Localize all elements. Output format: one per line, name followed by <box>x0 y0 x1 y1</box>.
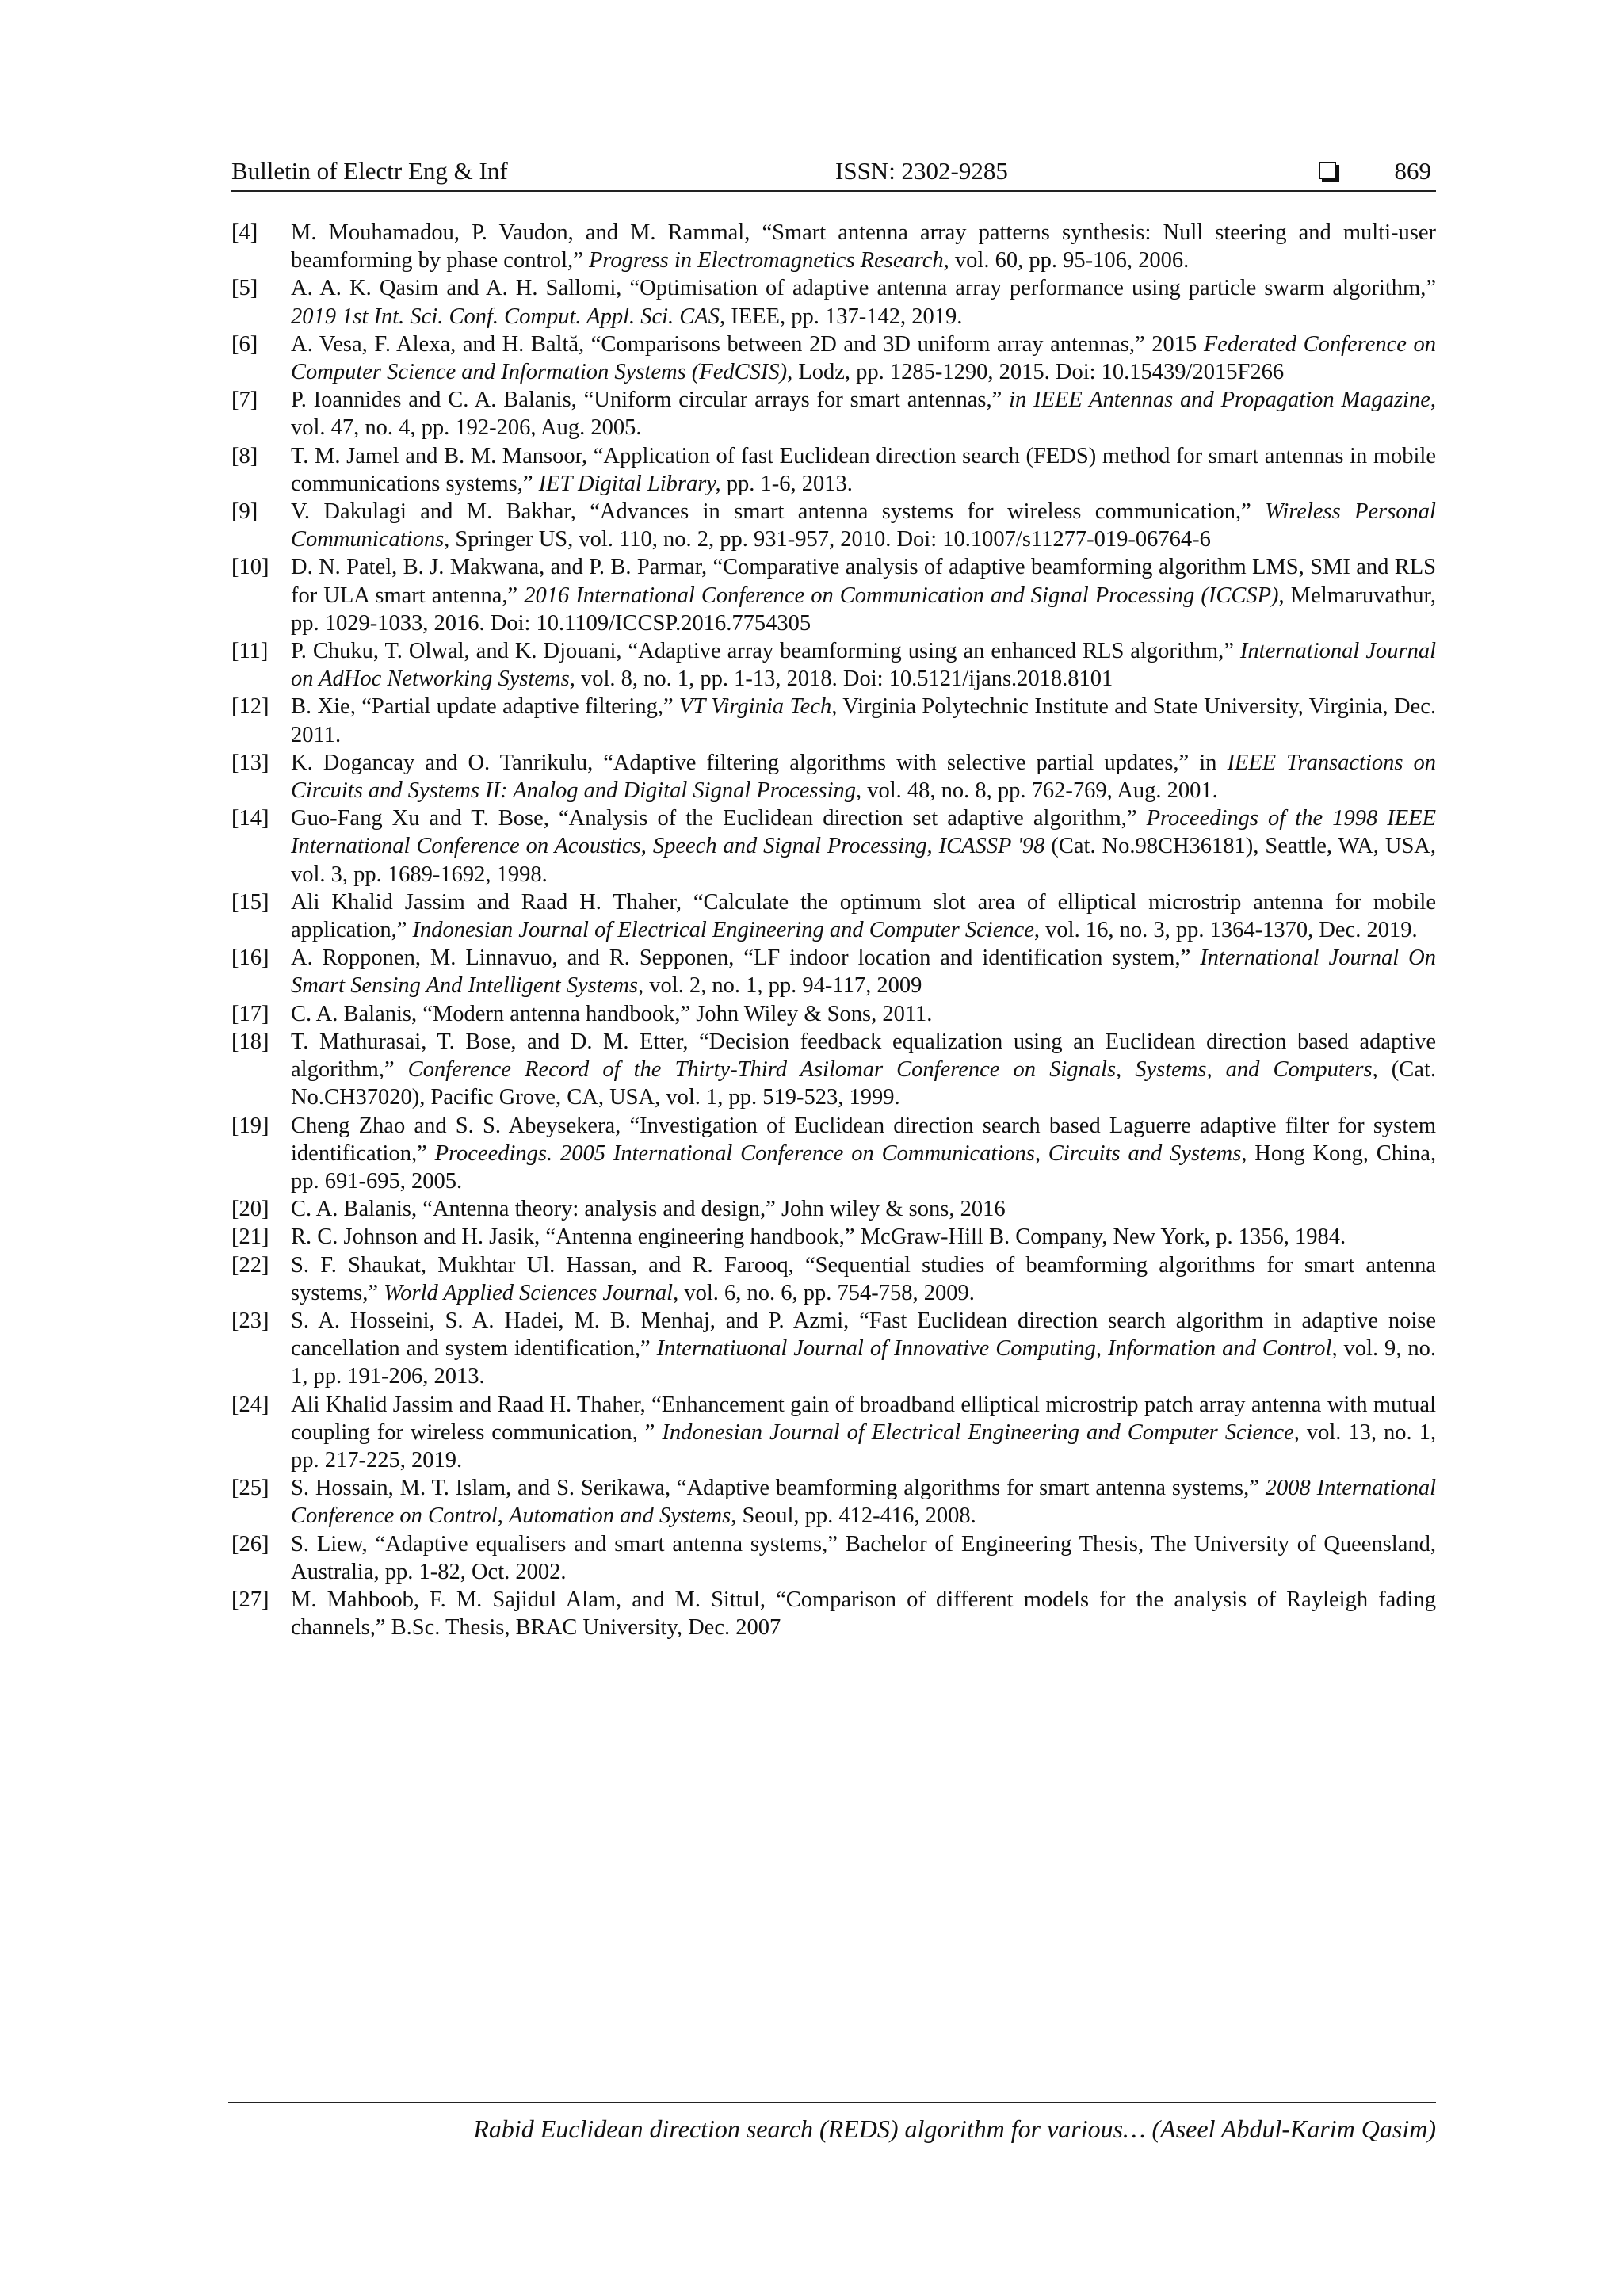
reference-item <box>231 1474 1436 1530</box>
reference-source-italic: Wireless Personal Communications <box>291 499 1436 552</box>
reference-item <box>231 749 1436 804</box>
reference-number: [24] <box>231 1392 269 1417</box>
issn: ISSN: 2302-9285 <box>835 157 1008 185</box>
reference-number: [18] <box>231 1029 269 1054</box>
reference-number: [23] <box>231 1308 269 1333</box>
reference-text-segment: , vol. 60, pp. 95-106, 2006. <box>943 248 1190 273</box>
reference-text-segment: Cheng Zhao and S. S. Abeysekera, “Investigation of Euclidean direction search based Laguerre adaptive filter for system identification,” <box>291 1113 1436 1166</box>
reference-source-italic: 2008 International Conference on Control <box>291 1476 1437 1529</box>
reference-text-segment: , Virginia Polytechnic Institute and State University, Virginia, Dec. 2011. <box>291 694 1436 747</box>
reference-source-italic: Proceedings of the 1998 IEEE International Conference on Acoustics <box>291 806 1436 859</box>
reference-text-segment: B. Xie, “Partial update adaptive filtering,” <box>291 694 680 720</box>
reference-text <box>291 1391 1436 1475</box>
reference-source-italic: International Journal on AdHoc Networking Systems, <box>291 639 1436 692</box>
reference-source-italic: World Applied Sciences Journal <box>384 1280 674 1305</box>
reference-text-segment: , vol. 9, no. 1, pp. 191-206, 2013. <box>291 1336 1436 1389</box>
reference-item <box>231 1530 1436 1586</box>
reference-number: [10] <box>231 555 269 580</box>
reference-item <box>231 498 1436 553</box>
reference-text-segment: , vol. 47, no. 4, pp. 192-206, Aug. 2005. <box>291 388 1436 441</box>
reference-text <box>291 274 1436 330</box>
reference-text-segment: K. Dogancay and O. Tanrikulu, “Adaptive filtering algorithms with selective partial updates,” in <box>291 750 1228 775</box>
reference-source-italic: 2016 International Conference on Communication and Signal Processing (ICCSP) <box>524 583 1279 608</box>
reference-item <box>231 1307 1436 1391</box>
reference-text-segment: Ali Khalid Jassim and Raad H. Thaher, “Calculate the optimum slot area of elliptical microstrip antenna for mobile application,” <box>291 889 1436 943</box>
reference-source-italic: Indonesian Journal of Electrical Engineering and Computer Science <box>662 1419 1294 1445</box>
footer-divider <box>228 2102 1436 2103</box>
reference-number: [26] <box>231 1531 269 1557</box>
reference-text-segment: C. A. Balanis, “Modern antenna handbook,” John Wiley & Sons, 2011. <box>291 1001 933 1026</box>
square-bullet-icon <box>1319 162 1336 179</box>
reference-source-italic: 2019 1st Int. Sci. Conf. Comput. Appl. Sci. CAS <box>291 304 720 329</box>
reference-number: [7] <box>231 388 258 413</box>
reference-item <box>231 944 1436 999</box>
reference-number: [27] <box>231 1587 269 1612</box>
reference-source-italic: Circuits and Systems, <box>1048 1140 1247 1166</box>
reference-item <box>231 442 1436 498</box>
reference-number: [20] <box>231 1197 269 1222</box>
reference-number: [6] <box>231 331 258 357</box>
reference-text-segment: , vol. 6, no. 6, pp. 754-758, 2009. <box>673 1280 975 1305</box>
journal-name: Bulletin of Electr Eng & Inf <box>231 157 508 185</box>
reference-text <box>291 1307 1436 1391</box>
reference-text-segment: S. Liew, “Adaptive equalisers and smart antenna systems,” Bachelor of Engineering Thesis, The University of Queensland, Australia, pp. 1-82, Oct. 2002. <box>291 1531 1436 1584</box>
reference-item <box>231 1391 1436 1475</box>
reference-text-segment: C. A. Balanis, “Antenna theory: analysis and design,” John wiley & sons, 2016 <box>291 1197 1006 1222</box>
reference-text-segment: , IEEE, pp. 137-142, 2019. <box>719 304 963 329</box>
reference-text-segment: , <box>640 834 653 859</box>
reference-text-segment: (Cat. No.98CH36181), Seattle, WA, USA, vol. 3, pp. 1689-1692, 1998. <box>291 834 1436 887</box>
reference-source-italic: International Journal On Smart Sensing And Intelligent Systems <box>291 946 1436 999</box>
reference-number: [4] <box>231 220 258 245</box>
reference-text-segment: , vol. 48, no. 8, pp. 762-769, Aug. 2001. <box>856 778 1218 804</box>
reference-number: [17] <box>231 1001 269 1026</box>
reference-text-segment: , (Cat. No.CH37020), Pacific Grove, CA, USA, vol. 1, pp. 519-523, 1999. <box>291 1057 1436 1110</box>
reference-text <box>291 749 1436 804</box>
reference-number: [11] <box>231 639 269 664</box>
reference-text <box>291 1112 1436 1196</box>
reference-item <box>231 1028 1436 1112</box>
reference-item <box>231 804 1436 888</box>
reference-text <box>291 1530 1436 1586</box>
reference-text-segment: vol. 8, no. 1, pp. 1-13, 2018. Doi: 10.5121/ijans.2018.8101 <box>575 667 1113 692</box>
reference-text <box>291 498 1436 553</box>
reference-item <box>231 637 1436 693</box>
reference-text-segment: , vol. 2, no. 1, pp. 94-117, 2009 <box>638 973 922 999</box>
reference-text <box>291 442 1436 498</box>
reference-item <box>231 1586 1436 1641</box>
page-number: 869 <box>1394 157 1431 185</box>
page-header <box>231 155 1436 192</box>
reference-text-segment: T. Mathurasai, T. Bose, and D. M. Etter, “Decision feedback equalization using an Euclidean direction based adaptive algorithm,” <box>291 1029 1436 1083</box>
reference-item <box>231 1195 1436 1223</box>
reference-item <box>231 693 1436 748</box>
reference-text-segment: Ali Khalid Jassim and Raad H. Thaher, “Enhancement gain of broadband elliptical microstrip patch array antenna with mutual coupling for wireless communication, ” <box>291 1392 1436 1445</box>
reference-text-segment: M. Mahboob, F. M. Sajidul Alam, and M. Sittul, “Comparison of different models for the analysis of Rayleigh fading channels,” B.Sc. Thesis, BRAC University, Dec. 2007 <box>291 1587 1436 1641</box>
reference-number: [14] <box>231 806 269 831</box>
reference-item <box>231 219 1436 274</box>
reference-source-italic: Speech and Signal Processing, ICASSP '98 <box>652 834 1045 859</box>
reference-number: [9] <box>231 499 258 525</box>
reference-item <box>231 1000 1436 1028</box>
reference-text <box>291 637 1436 693</box>
reference-text <box>291 1028 1436 1112</box>
reference-item <box>231 1251 1436 1307</box>
reference-text-segment: , Melmaruvathur, pp. 1029-1033, 2016. Doi: 10.1109/ICCSP.2016.7754305 <box>291 583 1436 636</box>
reference-text-segment: V. Dakulagi and M. Bakhar, “Advances in smart antenna systems for wireless communication,” <box>291 499 1266 525</box>
reference-text-segment: A. Ropponen, M. Linnavuo, and R. Sepponen, “LF indoor location and identification system,” <box>291 946 1201 971</box>
reference-text <box>291 1474 1436 1530</box>
reference-text-segment: R. C. Johnson and H. Jasik, “Antenna engineering handbook,” McGraw-Hill B. Company, New York, p. 1356, 1984. <box>291 1224 1346 1250</box>
reference-text-segment: D. N. Patel, B. J. Makwana, and P. B. Parmar, “Comparative analysis of adaptive beamforming algorithm LMS, SMI and RLS for ULA smart antenna,” <box>291 555 1436 608</box>
reference-text <box>291 1586 1436 1641</box>
reference-text <box>291 553 1436 637</box>
reference-source-italic: Conference Record of the Thirty-Third Asilomar Conference on Signals, Systems, and Computers <box>407 1057 1373 1083</box>
reference-source-italic: Indonesian Journal of Electrical Engineering and Computer Science <box>412 918 1034 943</box>
reference-number: [22] <box>231 1252 269 1278</box>
reference-number: [25] <box>231 1476 269 1501</box>
reference-text-segment: pp. 1-6, 2013. <box>720 471 853 496</box>
reference-source-italic: Progress in Electromagnetics Research <box>588 248 944 273</box>
reference-source-italic: VT Virginia Tech <box>679 694 832 720</box>
reference-source-italic: IET Digital Library, <box>538 471 721 496</box>
reference-text <box>291 1223 1436 1251</box>
reference-item <box>231 1223 1436 1251</box>
reference-text <box>291 386 1436 441</box>
reference-text <box>291 888 1436 944</box>
reference-text-segment: S. F. Shaukat, Mukhtar Ul. Hassan, and R. Farooq, “Sequential studies of beamforming algorithms for smart antenna systems,” <box>291 1252 1436 1305</box>
reference-text-segment: , vol. 13, no. 1, pp. 217-225, 2019. <box>291 1419 1436 1473</box>
reference-text-segment: , Lodz, pp. 1285-1290, 2015. Doi: 10.15439/2015F266 <box>787 360 1285 385</box>
reference-item <box>231 553 1436 637</box>
reference-number: [8] <box>231 443 258 468</box>
reference-text-segment: , Springer US, vol. 110, no. 2, pp. 931-957, 2010. Doi: 10.1007/s11277-019-06764-6 <box>444 527 1211 552</box>
reference-text <box>291 330 1436 386</box>
reference-text-segment: , <box>497 1503 509 1529</box>
reference-source-italic: Automation and Systems <box>508 1503 731 1529</box>
reference-text <box>291 693 1436 748</box>
reference-text-segment: T. M. Jamel and B. M. Mansoor, “Application of fast Euclidean direction search (FEDS) method for smart antennas in mobile communications systems,” <box>291 443 1436 496</box>
reference-text <box>291 219 1436 274</box>
reference-number: [19] <box>231 1113 269 1138</box>
reference-text-segment: A. Vesa, F. Alexa, and H. Baltă, “Comparisons between 2D and 3D uniform array antennas,” 2015 <box>291 331 1204 357</box>
reference-text-segment: P. Chuku, T. Olwal, and K. Djouani, “Adaptive array beamforming using an enhanced RLS algorithm,” <box>291 639 1240 664</box>
reference-text-segment: A. A. K. Qasim and A. H. Sallomi, “Optimisation of adaptive antenna array performance using particle swarm algorithm,” <box>291 276 1436 301</box>
reference-item <box>231 274 1436 330</box>
reference-text-segment: Guo-Fang Xu and T. Bose, “Analysis of the Euclidean direction set adaptive algorithm,” <box>291 806 1147 831</box>
reference-source-italic: Federated Conference on Computer Science and Information Systems (FedCSIS) <box>291 331 1436 385</box>
reference-number: [15] <box>231 889 269 915</box>
reference-text <box>291 1251 1436 1307</box>
reference-source-italic: Internatiuonal Journal of Innovative Computing, Information and Control <box>656 1336 1332 1362</box>
reference-text-segment: Hong Kong, China, pp. 691-695, 2005. <box>291 1140 1436 1194</box>
reference-text-segment: M. Mouhamadou, P. Vaudon, and M. Rammal, “Smart antenna array patterns synthesis: Null steering and multi-user beamforming by phase control,” <box>291 220 1436 273</box>
reference-source-italic: Proceedings. 2005 International Conference on Communications <box>434 1140 1035 1166</box>
running-footer: Rabid Euclidean direction search (REDS) algorithm for various… (Aseel Abdul-Karim Qasim) <box>473 2115 1436 2143</box>
reference-number: [5] <box>231 276 258 301</box>
reference-source-italic: IEEE Transactions on Circuits and Systems II: Analog and Digital Signal Processing <box>291 750 1436 804</box>
reference-number: [16] <box>231 946 269 971</box>
reference-text-segment: , Seoul, pp. 412-416, 2008. <box>731 1503 976 1529</box>
reference-number: [13] <box>231 750 269 775</box>
reference-source-italic: in IEEE Antennas and Propagation Magazine <box>1009 388 1430 413</box>
reference-number: [12] <box>231 694 269 720</box>
reference-item <box>231 888 1436 944</box>
reference-text-segment: , vol. 16, no. 3, pp. 1364-1370, Dec. 2019. <box>1033 918 1418 943</box>
reference-text <box>291 944 1436 999</box>
reference-text-segment: S. A. Hosseini, S. A. Hadei, M. B. Menhaj, and P. Azmi, “Fast Euclidean direction search algorithm in adaptive noise cancellation and system identification,” <box>291 1308 1436 1362</box>
reference-list <box>231 219 1436 1641</box>
reference-item <box>231 1112 1436 1196</box>
reference-text-segment: P. Ioannides and C. A. Balanis, “Uniform circular arrays for smart antennas,” <box>291 388 1010 413</box>
reference-text <box>291 1000 1436 1028</box>
reference-text-segment: S. Hossain, M. T. Islam, and S. Serikawa, “Adaptive beamforming algorithms for smart antenna systems,” <box>291 1476 1266 1501</box>
reference-item <box>231 330 1436 386</box>
reference-text <box>291 804 1436 888</box>
reference-text <box>291 1195 1436 1223</box>
reference-item <box>231 386 1436 441</box>
reference-number: [21] <box>231 1224 269 1250</box>
reference-text-segment: , <box>1034 1140 1048 1166</box>
